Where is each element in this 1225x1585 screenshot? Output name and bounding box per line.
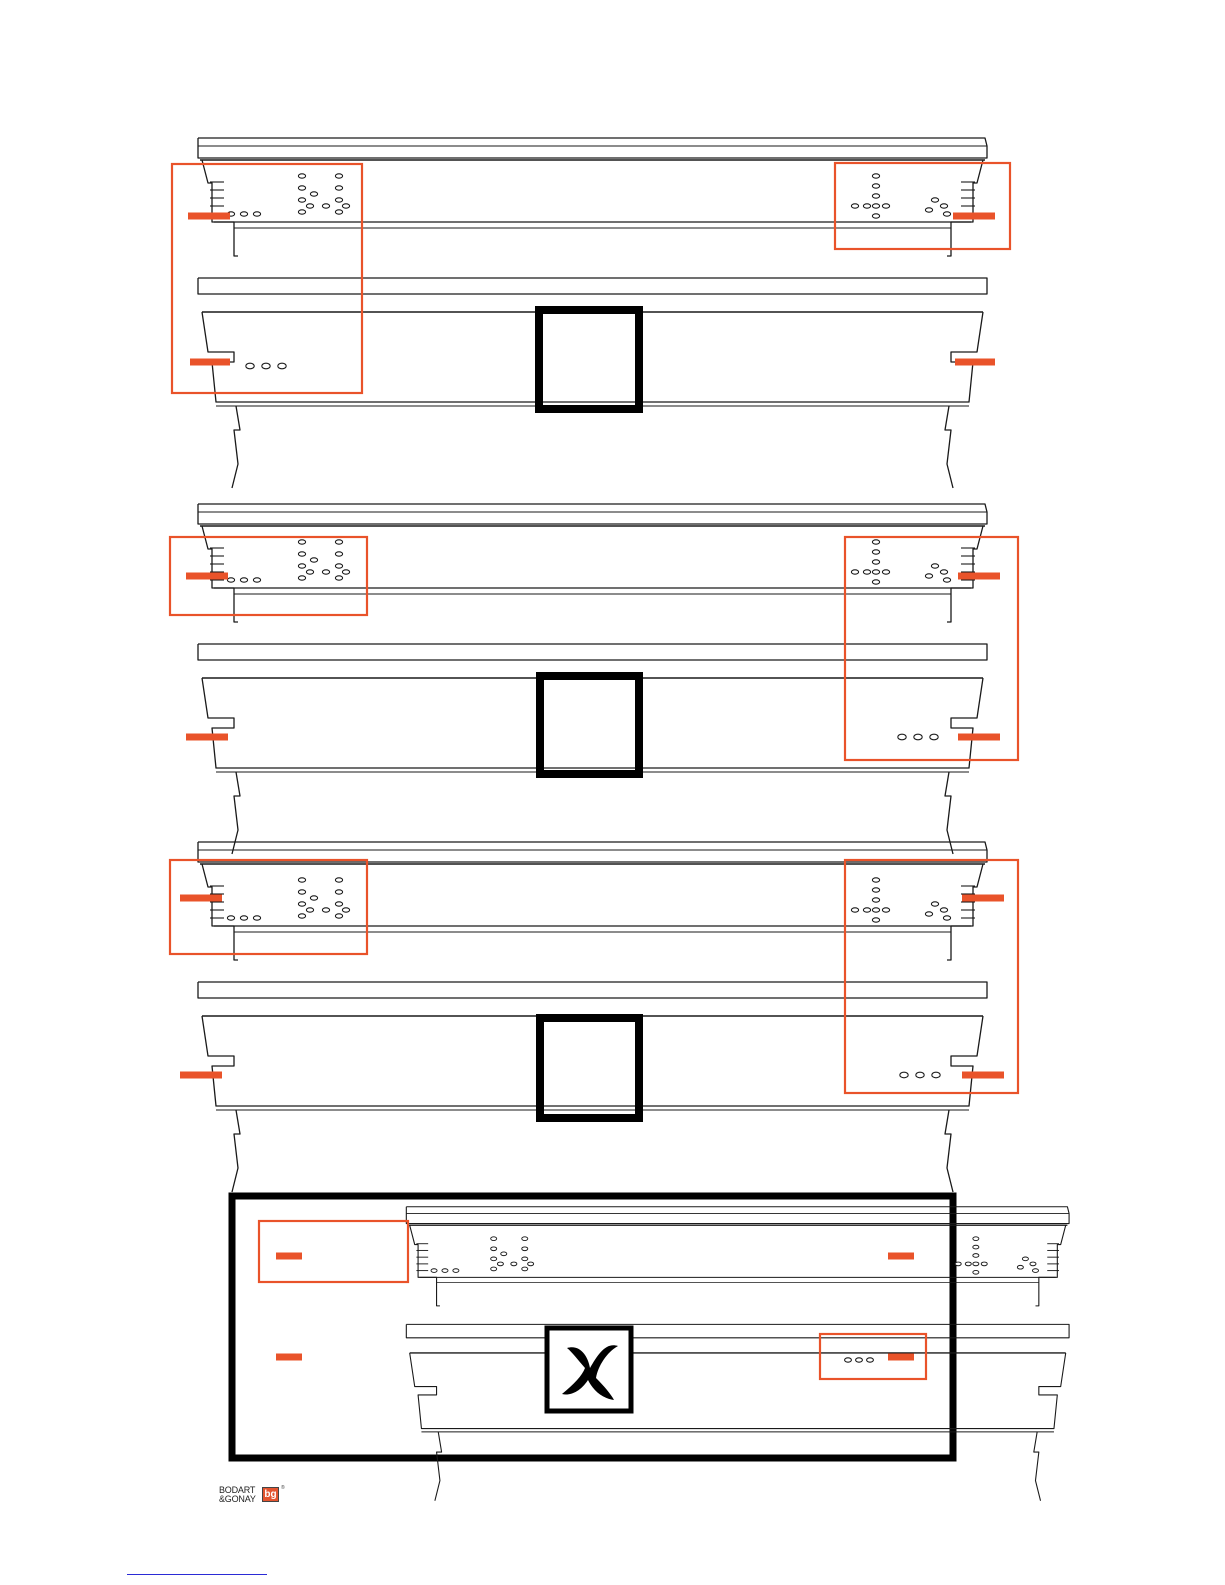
hole-mark xyxy=(872,184,879,188)
hole-mark xyxy=(442,1269,448,1273)
top-cap xyxy=(198,504,987,524)
hole-mark xyxy=(278,363,286,369)
hole-mark xyxy=(240,578,247,582)
highlight-box xyxy=(835,163,1010,249)
lower-cap xyxy=(198,278,987,294)
hole-mark xyxy=(453,1269,459,1273)
check-box-empty xyxy=(540,676,639,774)
hole-mark xyxy=(882,570,889,574)
hole-mark xyxy=(1017,1265,1023,1269)
hole-mark xyxy=(1030,1262,1036,1266)
hole-mark xyxy=(882,908,889,912)
hole-mark xyxy=(322,204,329,208)
hole-mark xyxy=(863,908,870,912)
orange-marker xyxy=(888,1354,914,1361)
lower-rail-body xyxy=(202,678,983,768)
hole-mark xyxy=(867,1358,874,1362)
orange-marker xyxy=(186,734,228,741)
hole-mark xyxy=(335,878,342,882)
hole-mark xyxy=(872,888,879,892)
hole-mark xyxy=(491,1267,497,1271)
hole-mark xyxy=(522,1257,528,1261)
hole-mark xyxy=(298,576,305,580)
hole-mark xyxy=(227,916,234,920)
hole-mark xyxy=(491,1257,497,1261)
hole-mark xyxy=(872,570,879,574)
hole-mark xyxy=(940,908,947,912)
brand-logo-line2: &GONAY xyxy=(219,1494,256,1504)
hole-mark xyxy=(310,896,317,900)
hole-mark xyxy=(298,540,305,544)
orange-marker xyxy=(276,1354,302,1361)
upper-rail-right xyxy=(947,160,983,256)
hole-mark xyxy=(497,1262,503,1266)
highlight-box xyxy=(845,537,1018,760)
brand-logo-line1: BODART xyxy=(219,1485,256,1495)
hole-mark xyxy=(900,1072,908,1078)
hole-mark xyxy=(943,212,950,216)
hole-mark xyxy=(930,734,938,740)
hole-mark xyxy=(501,1252,507,1256)
hole-mark xyxy=(298,174,305,178)
hole-mark xyxy=(522,1237,528,1241)
brand-logo xyxy=(219,1486,256,1504)
hole-mark xyxy=(246,363,254,369)
hole-mark xyxy=(925,574,932,578)
hole-mark xyxy=(522,1247,528,1251)
hole-mark xyxy=(298,878,305,882)
hole-mark xyxy=(342,204,349,208)
hole-mark xyxy=(322,908,329,912)
left-leg xyxy=(232,406,240,488)
hole-mark xyxy=(981,1262,987,1266)
hole-mark xyxy=(940,204,947,208)
hole-mark xyxy=(872,550,879,554)
orange-marker xyxy=(962,1072,1004,1079)
hole-mark xyxy=(863,570,870,574)
orange-marker xyxy=(276,1253,302,1260)
hole-mark xyxy=(872,878,879,882)
hole-mark xyxy=(925,208,932,212)
check-box-empty xyxy=(539,310,639,409)
hole-mark xyxy=(851,908,858,912)
orange-marker xyxy=(953,213,995,220)
registered-mark: ® xyxy=(281,1485,285,1491)
left-leg xyxy=(232,1110,240,1192)
orange-marker xyxy=(962,895,1004,902)
right-leg xyxy=(945,1110,953,1192)
check-box-empty xyxy=(540,1018,639,1118)
hole-mark xyxy=(298,890,305,894)
hole-mark xyxy=(306,570,313,574)
hole-mark xyxy=(227,578,234,582)
hole-mark xyxy=(310,558,317,562)
orange-marker xyxy=(180,895,222,902)
hole-mark xyxy=(940,570,947,574)
hole-mark xyxy=(298,914,305,918)
hole-mark xyxy=(872,214,879,218)
hole-mark xyxy=(298,564,305,568)
hole-mark xyxy=(335,174,342,178)
hole-mark xyxy=(253,578,260,582)
hole-mark xyxy=(511,1262,517,1266)
lower-cap xyxy=(198,644,987,660)
lower-cap xyxy=(406,1324,1069,1337)
hole-mark xyxy=(872,918,879,922)
hole-mark xyxy=(306,908,313,912)
lower-rail-body xyxy=(202,312,983,402)
hole-mark xyxy=(851,204,858,208)
lower-rail-body xyxy=(410,1353,1066,1429)
hole-mark xyxy=(298,186,305,190)
hole-mark xyxy=(335,890,342,894)
orange-marker xyxy=(955,359,995,366)
hole-mark xyxy=(240,212,247,216)
orange-marker xyxy=(180,1072,222,1079)
upper-rail-left xyxy=(410,1225,440,1306)
hole-mark xyxy=(262,363,270,369)
hole-mark xyxy=(898,734,906,740)
hole-mark xyxy=(1032,1269,1038,1273)
hole-mark xyxy=(335,914,342,918)
orange-marker xyxy=(958,734,1000,741)
hole-mark xyxy=(973,1262,979,1266)
hole-mark xyxy=(522,1267,528,1271)
hole-mark xyxy=(342,570,349,574)
hole-mark xyxy=(335,576,342,580)
upper-rail-right xyxy=(1035,1225,1065,1306)
hole-mark xyxy=(253,916,260,920)
hole-mark xyxy=(872,560,879,564)
upper-rail-right xyxy=(947,864,983,960)
highlight-box xyxy=(259,1221,408,1282)
hole-mark xyxy=(872,204,879,208)
hole-mark xyxy=(310,192,317,196)
hole-mark xyxy=(528,1262,534,1266)
hole-mark xyxy=(931,564,938,568)
hole-mark xyxy=(973,1245,979,1249)
hole-mark xyxy=(431,1269,437,1273)
panel-4 xyxy=(232,1196,1069,1501)
hole-mark xyxy=(851,570,858,574)
hole-mark xyxy=(298,210,305,214)
upper-rail-left xyxy=(202,160,238,256)
hole-mark xyxy=(914,734,922,740)
hole-mark xyxy=(931,198,938,202)
hole-mark xyxy=(322,570,329,574)
hole-mark xyxy=(872,898,879,902)
panel-2 xyxy=(170,504,1018,854)
hole-mark xyxy=(872,580,879,584)
hole-mark xyxy=(955,1262,961,1266)
hole-mark xyxy=(491,1237,497,1241)
hole-mark xyxy=(335,186,342,190)
hole-mark xyxy=(973,1254,979,1258)
hole-mark xyxy=(872,174,879,178)
hole-mark xyxy=(931,902,938,906)
top-cap xyxy=(406,1207,1069,1224)
hole-mark xyxy=(335,564,342,568)
hole-mark xyxy=(925,912,932,916)
hole-mark xyxy=(335,902,342,906)
top-cap xyxy=(198,138,987,158)
hole-mark xyxy=(872,908,879,912)
hole-mark xyxy=(872,194,879,198)
hole-mark xyxy=(335,552,342,556)
hole-mark xyxy=(240,916,247,920)
hole-mark xyxy=(298,198,305,202)
hole-mark xyxy=(1022,1257,1028,1261)
hole-mark xyxy=(335,198,342,202)
hole-mark xyxy=(856,1358,863,1362)
highlight-box xyxy=(170,860,367,954)
orange-marker xyxy=(958,573,1000,580)
hole-mark xyxy=(845,1358,852,1362)
hole-mark xyxy=(973,1237,979,1241)
right-leg xyxy=(1034,1432,1041,1501)
orange-marker xyxy=(186,573,228,580)
hole-mark xyxy=(298,552,305,556)
orange-marker xyxy=(888,1253,914,1260)
footer-link[interactable] xyxy=(127,1574,267,1575)
hole-mark xyxy=(335,540,342,544)
hole-mark xyxy=(306,204,313,208)
lower-cap xyxy=(198,982,987,998)
panel-3 xyxy=(170,842,1018,1192)
orange-marker xyxy=(190,359,230,366)
hole-mark xyxy=(965,1262,971,1266)
hole-mark xyxy=(335,210,342,214)
left-leg xyxy=(435,1432,442,1501)
hole-mark xyxy=(253,212,260,216)
upper-rail-left xyxy=(202,864,238,960)
hole-mark xyxy=(916,1072,924,1078)
hole-mark xyxy=(943,916,950,920)
hole-mark xyxy=(298,902,305,906)
hole-mark xyxy=(882,204,889,208)
hole-mark xyxy=(973,1270,979,1274)
hole-mark xyxy=(491,1247,497,1251)
hole-mark xyxy=(932,1072,940,1078)
panel-1 xyxy=(172,138,1010,488)
right-leg xyxy=(945,406,953,488)
hole-mark xyxy=(342,908,349,912)
hole-mark xyxy=(943,578,950,582)
hole-mark xyxy=(863,204,870,208)
hole-mark xyxy=(872,540,879,544)
brand-mark-icon: bg xyxy=(262,1487,279,1502)
orange-marker xyxy=(188,213,230,220)
